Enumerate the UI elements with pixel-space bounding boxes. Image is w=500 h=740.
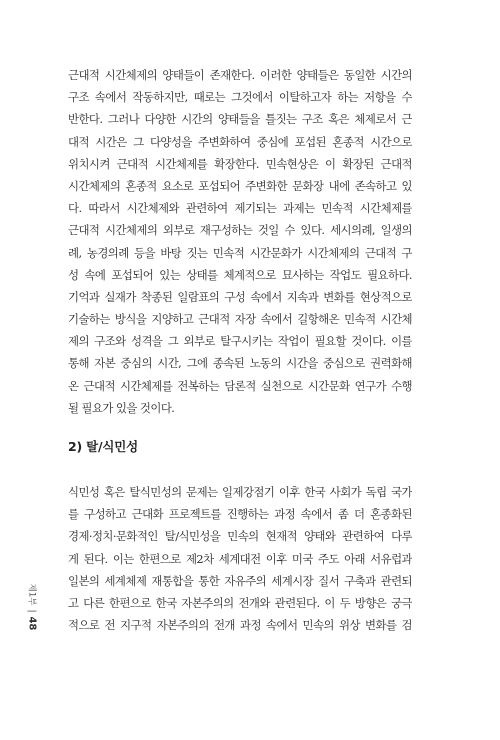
text-line: 일본의 세계체제 재통합을 통한 자유주의 세계시장 질서 구축과 관련되 bbox=[68, 573, 412, 588]
text-line: 기억과 실재가 착종된 일람표의 구성 속에서 지속과 변화를 현상적으로 bbox=[68, 289, 412, 304]
text-line: 통해 자본 중심의 시간, 그에 종속된 노동의 시간을 중심으로 권력화해 bbox=[68, 356, 412, 371]
text-line: 기술하는 방식을 지양하고 근대적 자장 속에서 길항해온 민속적 시간체 bbox=[68, 312, 412, 327]
text-line: 근대적 시간체제의 양태들이 존재한다. 이러한 양태들은 동일한 시간의 bbox=[68, 68, 412, 82]
separator-rule bbox=[28, 610, 37, 611]
text-line: 성 속에 포섭되어 있는 상태를 체계적으로 묘사하는 작업도 필요하다. bbox=[68, 267, 412, 282]
text-line: 를 구성하고 근대화 프로젝트를 진행하는 과정 속에서 좀 더 혼종화된 bbox=[68, 507, 412, 522]
text-line: 위치시켜 근대적 시간체제를 확장한다. 민속현상은 이 확장된 근대적 bbox=[68, 156, 412, 171]
running-footer bbox=[24, 582, 40, 632]
text-line: 될 필요가 있을 것이다. bbox=[68, 400, 175, 415]
text-line: 고 다른 한편으로 한국 자본주의의 전개와 관련된다. 이 두 방향은 궁극 bbox=[68, 595, 412, 610]
text-line: 반한다. 그러나 다양한 시간의 양태들을 틀짓는 구조 혹은 체제로서 근 bbox=[68, 112, 412, 127]
text-line: 근대적 시간체제의 외부로 재구성하는 것일 수 있다. 세시의례, 일생의 bbox=[68, 223, 412, 238]
text-line: 식민성 혹은 탈식민성의 문제는 일제강점기 이후 한국 사회가 독립 국가 bbox=[68, 485, 412, 499]
text-line: 구조 속에서 작동하지만, 때로는 그것에서 이탈하고자 하는 저항을 수 bbox=[68, 90, 412, 105]
text-line: 다. 따라서 시간체제와 관련하여 제기되는 과제는 민속적 시간체제를 bbox=[68, 201, 412, 216]
text-line: 례, 농경의례 등을 바탕 짓는 민속적 시간문화가 시간체제의 근대적 구 bbox=[68, 245, 412, 260]
text-line: 적으로 전 지구적 자본주의의 전개 과정 속에서 민속의 위상 변화를 검 bbox=[68, 618, 412, 633]
text-line: 경제·정치·문화적인 탈/식민성을 민속의 현재적 양태와 관련하여 다루 bbox=[68, 529, 412, 544]
text-line: 시간체제의 혼종적 요소로 포섭되어 주변화한 문화장 내에 존속하고 있 bbox=[68, 178, 412, 193]
body-paragraph-time-regime bbox=[68, 64, 412, 419]
text-line: 게 된다. 이는 한편으로 제2차 세계대전 이후 미국 주도 아래 서유럽과 bbox=[68, 551, 412, 566]
chapter-label: 제1부 bbox=[26, 583, 37, 606]
text-line: 대적 시간은 그 다양성을 주변화하여 중심에 포섭된 혼종적 시간으로 bbox=[68, 134, 412, 149]
text-line: 제의 구조와 성격을 그 외부로 탈구시키는 작업이 필요할 것이다. 이를 bbox=[68, 334, 412, 349]
section-heading: 2) 탈/식민성 bbox=[68, 439, 139, 454]
text-line: 온 근대적 시간체제를 전복하는 담론적 실천으로 시간문화 연구가 수행 bbox=[68, 378, 412, 393]
body-paragraph-post-coloniality bbox=[68, 481, 412, 636]
page-number: 48 bbox=[26, 616, 38, 631]
